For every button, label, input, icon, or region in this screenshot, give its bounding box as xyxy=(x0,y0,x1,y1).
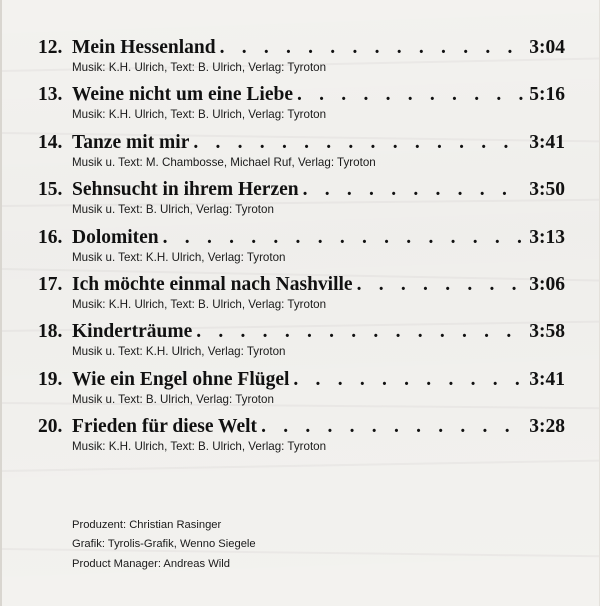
track-row xyxy=(38,131,565,178)
track-heading xyxy=(38,131,565,155)
track-row xyxy=(38,320,565,367)
track-title: Ich möchte einmal nach Nashville xyxy=(72,273,353,295)
track-credits: Musik u. Text: K.H. Ulrich, Verlag: Tyroton xyxy=(72,345,286,359)
graphics-credit: Grafik: Tyrolis-Grafik, Wenno Siegele xyxy=(72,538,256,551)
track-row xyxy=(38,178,565,225)
track-duration: 3:28 xyxy=(529,416,565,438)
track-heading xyxy=(38,368,565,392)
production-credits xyxy=(72,516,256,574)
dot-leader xyxy=(196,320,523,344)
track-heading xyxy=(38,36,565,60)
product-manager-credit: Product Manager: Andreas Wild xyxy=(72,557,230,570)
track-number: 16. xyxy=(38,226,63,248)
track-duration: 3:50 xyxy=(529,179,565,201)
track-duration: 3:58 xyxy=(529,321,565,343)
dot-leader xyxy=(303,178,524,202)
track-title: Sehnsucht in ihrem Herzen xyxy=(72,179,299,201)
track-title: Wie ein Engel ohne Flügel xyxy=(72,368,290,390)
track-duration: 3:06 xyxy=(529,273,565,295)
track-credits: Musik: K.H. Ulrich, Text: B. Ulrich, Verlag: Tyroton xyxy=(72,108,327,122)
track-credits: Musik u. Text: K.H. Ulrich, Verlag: Tyroton xyxy=(72,250,286,264)
track-row xyxy=(38,226,565,273)
track-row xyxy=(38,36,565,83)
track-credits: Musik u. Text: M. Chambosse, Michael Ruf, Verlag: Tyroton xyxy=(72,155,376,169)
track-number: 14. xyxy=(38,131,63,153)
track-number: 12. xyxy=(38,37,63,58)
track-row xyxy=(38,83,565,130)
track-number: 18. xyxy=(38,321,63,343)
dot-leader xyxy=(261,415,523,439)
dot-leader xyxy=(293,368,523,392)
track-duration: 3:41 xyxy=(529,368,565,390)
dot-leader xyxy=(220,36,524,60)
track-credits: Musik: K.H. Ulrich, Text: B. Ulrich, Verlag: Tyroton xyxy=(72,440,327,454)
track-heading xyxy=(38,320,565,344)
track-credits: Musik u. Text: B. Ulrich, Verlag: Tyroton xyxy=(72,203,274,217)
track-title: Mein Hessenland xyxy=(72,37,216,58)
track-heading xyxy=(38,83,565,107)
track-credits: Musik: K.H. Ulrich, Text: B. Ulrich, Verlag: Tyroton xyxy=(72,61,327,74)
producer-credit: Produzent: Christian Rasinger xyxy=(72,519,222,531)
track-title: Tanze mit mir xyxy=(72,131,190,153)
track-number: 20. xyxy=(38,416,63,438)
track-list xyxy=(38,36,565,463)
track-credits: Musik: K.H. Ulrich, Text: B. Ulrich, Verlag: Tyroton xyxy=(72,297,327,311)
track-duration: 3:04 xyxy=(529,37,565,58)
track-duration: 3:13 xyxy=(529,226,565,248)
track-heading xyxy=(38,415,565,439)
track-duration: 3:41 xyxy=(529,131,565,153)
dot-leader xyxy=(193,131,523,155)
track-row xyxy=(38,415,565,462)
track-duration: 5:16 xyxy=(529,84,565,106)
dot-leader xyxy=(357,273,524,297)
dot-leader xyxy=(163,226,524,250)
track-title: Frieden für diese Welt xyxy=(72,416,258,438)
dot-leader xyxy=(297,83,523,107)
track-heading xyxy=(38,178,565,202)
track-title: Dolomiten xyxy=(72,226,159,248)
track-number: 15. xyxy=(38,179,63,201)
track-number: 19. xyxy=(38,368,63,390)
track-number: 17. xyxy=(38,273,63,295)
track-row xyxy=(38,273,565,320)
track-row xyxy=(38,368,565,415)
track-title: Weine nicht um eine Liebe xyxy=(72,84,293,106)
track-number: 13. xyxy=(38,84,63,106)
track-credits: Musik u. Text: B. Ulrich, Verlag: Tyroton xyxy=(72,392,274,406)
track-heading xyxy=(38,273,565,297)
track-title: Kinderträume xyxy=(72,321,193,343)
track-heading xyxy=(38,226,565,250)
